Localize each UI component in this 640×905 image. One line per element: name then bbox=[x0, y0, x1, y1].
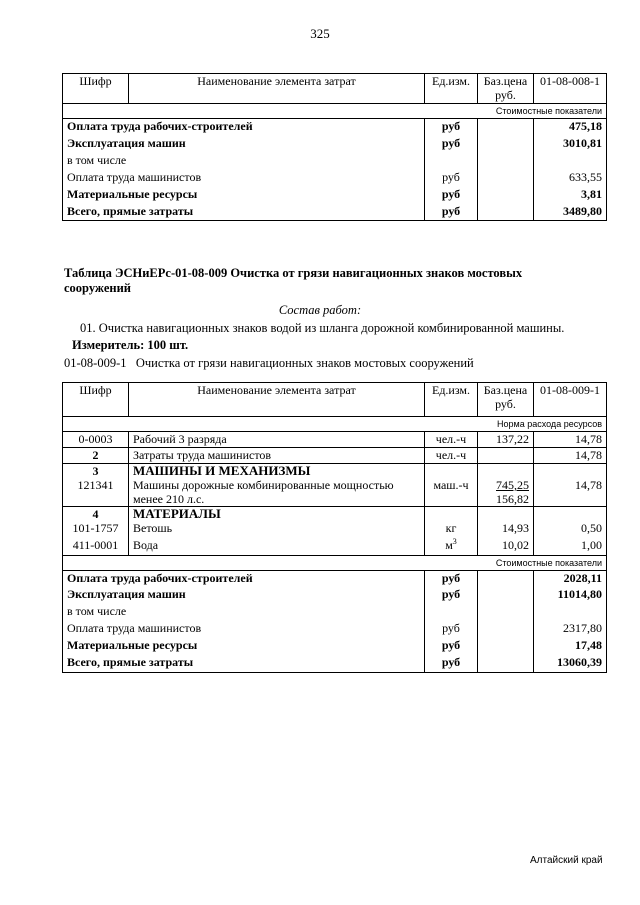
total-name: Материальные ресурсы bbox=[63, 638, 425, 655]
total-empty bbox=[478, 119, 534, 136]
total-unit: руб bbox=[425, 587, 478, 604]
total-unit: руб bbox=[425, 119, 478, 136]
meter: Измеритель: 100 шт. bbox=[72, 338, 189, 352]
total-row bbox=[63, 187, 607, 204]
section-title: Таблица ЭСНиЕРс-01-08-009 Очистка от грязи навигационных знаков мостовых сооружений bbox=[64, 266, 523, 295]
total-empty bbox=[478, 136, 534, 153]
group-row: 3 МАШИНЫ И МЕХАНИЗМЫ bbox=[63, 464, 607, 479]
total-name: Оплата труда рабочих-строителей bbox=[63, 570, 425, 587]
total-row bbox=[63, 570, 607, 587]
total-name: в том числе bbox=[63, 604, 425, 621]
subheader-row: Стоимостные показатели bbox=[63, 104, 607, 119]
total-empty bbox=[478, 655, 534, 672]
col-name: Наименование элемента затрат bbox=[129, 383, 425, 417]
work-heading: Состав работ: bbox=[278, 303, 362, 317]
total-unit: руб bbox=[425, 655, 478, 672]
total-name: Оплата труда рабочих-строителей bbox=[63, 119, 425, 136]
total-name: Оплата труда машинистов bbox=[63, 170, 425, 187]
total-name: Материальные ресурсы bbox=[63, 187, 425, 204]
total-empty bbox=[478, 153, 534, 170]
region-footer: Алтайский край bbox=[530, 855, 603, 866]
subheader-row: Стоимостные показатели bbox=[63, 555, 607, 570]
total-unit bbox=[425, 153, 478, 170]
total-empty bbox=[478, 170, 534, 187]
total-row bbox=[63, 638, 607, 655]
resource-row: 2 Затраты труда машинистов чел.-ч 14,78 bbox=[63, 448, 607, 464]
cost-table-2 bbox=[62, 382, 607, 673]
table-header bbox=[63, 74, 607, 104]
total-empty bbox=[478, 604, 534, 621]
total-value: 11014,80 bbox=[534, 587, 607, 604]
total-unit: руб bbox=[425, 170, 478, 187]
total-unit: руб bbox=[425, 204, 478, 221]
total-value: 17,48 bbox=[534, 638, 607, 655]
total-unit: руб bbox=[425, 187, 478, 204]
total-empty bbox=[478, 570, 534, 587]
col-code: Шифр bbox=[63, 383, 129, 417]
table-number: 01-08-009-1 bbox=[534, 383, 607, 417]
total-unit: руб bbox=[425, 136, 478, 153]
total-name: Эксплуатация машин bbox=[63, 136, 425, 153]
total-value bbox=[534, 604, 607, 621]
total-value: 3010,81 bbox=[534, 136, 607, 153]
total-value bbox=[534, 153, 607, 170]
total-value: 3489,80 bbox=[534, 204, 607, 221]
total-value: 3,81 bbox=[534, 187, 607, 204]
total-name: в том числе bbox=[63, 153, 425, 170]
col-unit: Ед.изм. bbox=[425, 383, 478, 417]
col-unit: Ед.изм. bbox=[425, 74, 478, 104]
total-name: Эксплуатация машин bbox=[63, 587, 425, 604]
resource-row: 0-0003 Рабочий 3 разряда чел.-ч 137,22 14,78 bbox=[63, 432, 607, 448]
total-unit: руб bbox=[425, 570, 478, 587]
total-unit: руб bbox=[425, 638, 478, 655]
total-empty bbox=[478, 187, 534, 204]
total-empty bbox=[478, 587, 534, 604]
resource-row: 101-1757 Ветошь кг 14,93 0,50 bbox=[63, 521, 607, 538]
total-row bbox=[63, 153, 607, 170]
total-value: 633,55 bbox=[534, 170, 607, 187]
total-row bbox=[63, 204, 607, 221]
total-row bbox=[63, 136, 607, 153]
total-row bbox=[63, 170, 607, 187]
item-line: 01-08-009-1 Очистка от грязи навигационных знаков мостовых сооружений bbox=[64, 356, 474, 370]
total-row bbox=[63, 655, 607, 672]
total-empty bbox=[478, 621, 534, 638]
cost-table-1 bbox=[62, 73, 607, 221]
total-value: 13060,39 bbox=[534, 655, 607, 672]
col-price: Баз.цена руб. bbox=[478, 74, 534, 104]
table-number: 01-08-008-1 bbox=[534, 74, 607, 104]
table-header bbox=[63, 383, 607, 417]
col-code: Шифр bbox=[63, 74, 129, 104]
work-item: 01. Очистка навигационных знаков водой из шланга дорожной комбинированной машины. bbox=[80, 321, 565, 335]
total-row bbox=[63, 621, 607, 638]
page-number: 325 bbox=[310, 26, 330, 41]
total-empty bbox=[478, 638, 534, 655]
total-value: 475,18 bbox=[534, 119, 607, 136]
total-unit bbox=[425, 604, 478, 621]
total-name: Оплата труда машинистов bbox=[63, 621, 425, 638]
col-price: Баз.цена руб. bbox=[478, 383, 534, 417]
total-name: Всего, прямые затраты bbox=[63, 204, 425, 221]
resource-row: 411-0001 Вода $м^3$ 10,02 1,00 bbox=[63, 538, 607, 555]
group-row: 4 МАТЕРИАЛЫ bbox=[63, 507, 607, 522]
total-empty bbox=[478, 204, 534, 221]
total-value: 2028,11 bbox=[534, 570, 607, 587]
total-row bbox=[63, 604, 607, 621]
total-unit: руб bbox=[425, 621, 478, 638]
total-name: Всего, прямые затраты bbox=[63, 655, 425, 672]
total-row bbox=[63, 119, 607, 136]
total-row bbox=[63, 587, 607, 604]
total-value: 2317,80 bbox=[534, 621, 607, 638]
subheader-row: Норма расхода ресурсов bbox=[63, 417, 607, 432]
resource-row: 121341 Машины дорожные комбинированные мощностью менее 210 л.с. маш.-ч 745,25 156,82 14,78 bbox=[63, 478, 607, 507]
col-name: Наименование элемента затрат bbox=[129, 74, 425, 104]
